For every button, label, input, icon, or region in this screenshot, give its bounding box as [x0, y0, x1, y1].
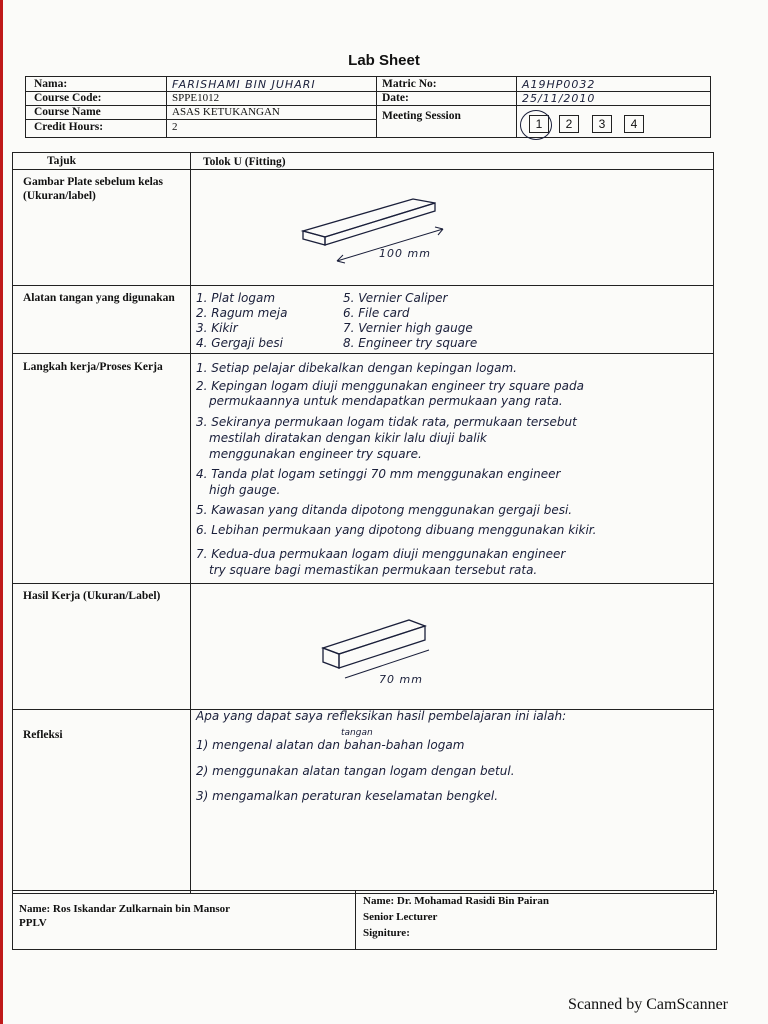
matric-value: A19HP0032: [522, 78, 596, 91]
col2-header: Tolok U (Fitting): [203, 156, 286, 168]
step-line: 3. Sekiranya permukaan logam tidak rata, permukaan tersebut: [196, 415, 577, 429]
page-title: Lab Sheet: [348, 52, 420, 69]
plate-after-dimension: 70 mm: [379, 673, 423, 686]
step-line: try square bagi memastikan permukaan tersebut rata.: [209, 563, 538, 577]
tool-item: 7. Vernier high gauge: [343, 321, 473, 335]
step-line: 1. Setiap pelajar dibekalkan dengan kepingan logam.: [196, 361, 517, 375]
step-line: menggunakan engineer try square.: [209, 447, 422, 461]
step-line: mestilah diratakan dengan kikir lalu diuji balik: [209, 431, 487, 445]
nama-value: FARISHAMI BIN JUHARI: [172, 78, 316, 91]
lecturer-name: Name: Dr. Mohamad Rasidi Bin Pairan: [363, 895, 549, 907]
supervisor-role: PPLV: [19, 917, 47, 929]
matric-label: Matric No:: [382, 78, 437, 90]
course-name-label: Course Name: [34, 106, 101, 118]
reflection-item: 1) mengenal alatan dan bahan-bahan logam: [196, 738, 465, 752]
session-box-4: 4: [624, 115, 644, 133]
header-info-table: [25, 76, 711, 138]
col1-header: Tajuk: [47, 155, 76, 167]
date-value: 25/11/2010: [522, 92, 596, 105]
course-name-value: ASAS KETUKANGAN: [172, 106, 280, 118]
tool-item: 4. Gergaji besi: [196, 336, 283, 350]
alatan-label: Alatan tangan yang digunakan: [23, 292, 175, 304]
reflection-insert: tangan: [341, 728, 373, 738]
step-line: 2. Kepingan logam diuji menggunakan engineer try square pada: [196, 379, 584, 393]
step-line: permukaannya untuk mendapatkan permukaan yang rata.: [209, 394, 563, 408]
plate-sketch-before: [293, 193, 483, 278]
nama-label: Nama:: [34, 78, 68, 90]
step-line: 6. Lebihan permukaan yang dipotong dibuang menggunakan kikir.: [196, 523, 597, 537]
session-box-2: 2: [559, 115, 579, 133]
lab-sheet-table: [12, 152, 714, 894]
meeting-session-label: Meeting Session: [382, 110, 461, 122]
selected-session-mark: [520, 110, 552, 140]
scan-edge: [0, 0, 3, 1024]
tool-item: 1. Plat logam: [196, 291, 276, 305]
step-line: 5. Kawasan yang ditanda dipotong menggunakan gergaji besi.: [196, 503, 573, 517]
reflection-item: 3) mengamalkan peraturan keselamatan bengkel.: [196, 789, 499, 803]
tool-item: 5. Vernier Caliper: [343, 291, 448, 305]
reflection-intro: Apa yang dapat saya refleksikan hasil pembelajaran ini ialah:: [196, 709, 567, 723]
signature-label: Signiture:: [363, 927, 410, 939]
tool-item: 8. Engineer try square: [343, 336, 478, 350]
tool-item: 2. Ragum meja: [196, 306, 288, 320]
tool-item: 6. File card: [343, 306, 410, 320]
course-code-value: SPPE1012: [172, 92, 220, 104]
step-line: 4. Tanda plat logam setinggi 70 mm menggunakan engineer: [196, 467, 561, 481]
step-line: high gauge.: [209, 483, 281, 497]
lecturer-role: Senior Lecturer: [363, 911, 438, 923]
session-box-3: 3: [592, 115, 612, 133]
step-line: 7. Kedua-dua permukaan logam diuji menggunakan engineer: [196, 547, 566, 561]
plate-before-dimension: 100 mm: [379, 247, 431, 260]
gambar-label: Gambar Plate sebelum kelas (Ukuran/label): [23, 176, 164, 202]
signature-box: [12, 890, 717, 950]
supervisor-name: Name: Ros Iskandar Zulkarnain bin Mansor: [19, 903, 230, 915]
course-code-label: Course Code:: [34, 92, 102, 104]
scanner-watermark: Scanned by CamScanner: [568, 996, 728, 1013]
tool-item: 3. Kikir: [196, 321, 238, 335]
langkah-label: Langkah kerja/Proses Kerja: [23, 361, 163, 373]
reflection-item: 2) menggunakan alatan tangan logam dengan betul.: [196, 764, 515, 778]
session-box-1: 1: [529, 115, 549, 133]
refleksi-label: Refleksi: [23, 729, 63, 741]
hasil-label: Hasil Kerja (Ukuran/Label): [23, 590, 161, 602]
date-label: Date:: [382, 92, 409, 104]
credit-hours-value: 2: [172, 121, 178, 133]
credit-hours-label: Credit Hours:: [34, 121, 104, 133]
